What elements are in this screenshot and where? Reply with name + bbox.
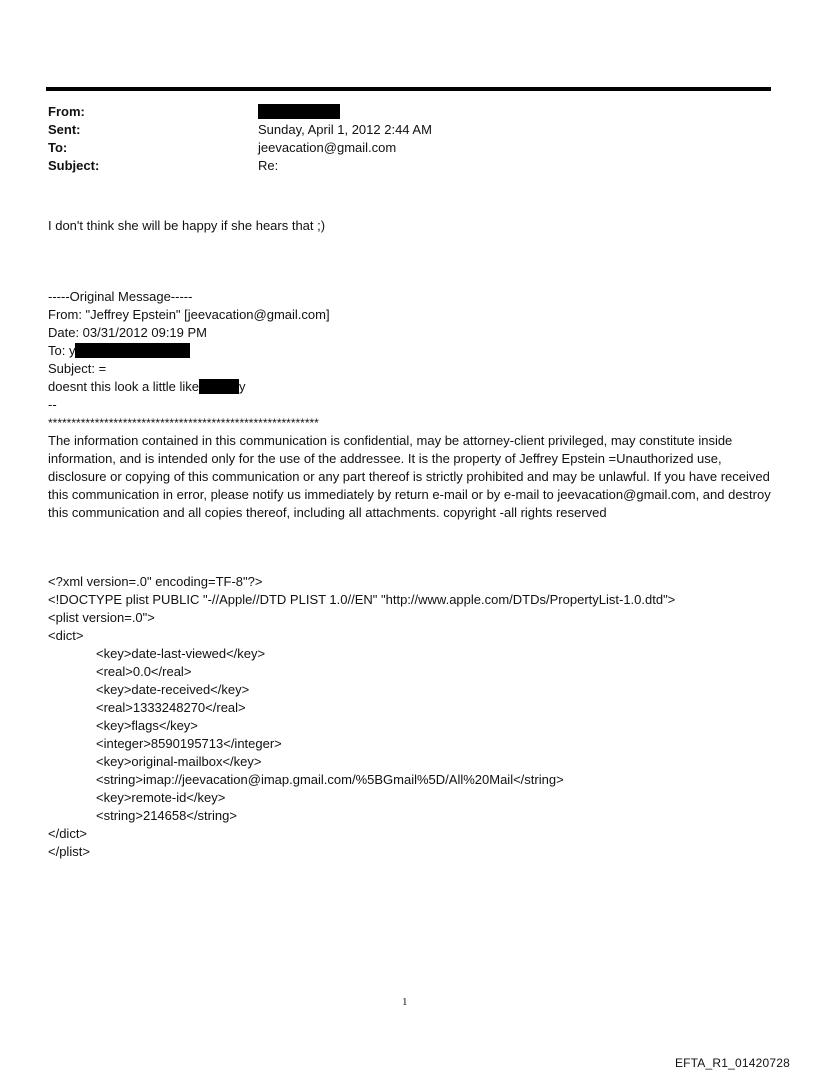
plist-entry: <integer>8590195713</integer> bbox=[96, 736, 282, 751]
original-to-text: To: y bbox=[48, 343, 76, 358]
sent-value: Sunday, April 1, 2012 2:44 AM bbox=[258, 122, 432, 137]
confidentiality-disclaimer: The information contained in this communication is confidential, may be attorney-client privileged, may constitute inside information, and is intended only for the use of the addressee. It is the property of Jeffrey Epstein =Unauthorized use, disclosure or copying of this communication or any part thereof is strictly prohibited and may be unlawful. If you have received this communication in error, please notify us immediately by return e-mail or by e-mail to jeevacation@gmail.com, and destroy this communication and all copies thereof, including all attachments. copyright -all rights reserved bbox=[48, 433, 771, 520]
original-body bbox=[48, 378, 773, 396]
xml-declaration: <?xml version=.0" encoding=TF-8"?> bbox=[48, 574, 263, 589]
redaction-box bbox=[258, 104, 340, 119]
document-id: EFTA_R1_01420728 bbox=[674, 1056, 790, 1070]
plist-block bbox=[48, 573, 675, 861]
header-divider bbox=[46, 87, 771, 91]
sent-label: Sent: bbox=[48, 122, 81, 137]
plist-entry: <string>214658</string> bbox=[96, 808, 237, 823]
plist-doctype: <!DOCTYPE plist PUBLIC "-//Apple//DTD PLIST 1.0//EN" "http://www.apple.com/DTDs/PropertyList-1.0.dtd"> bbox=[48, 592, 676, 607]
header-row-subject bbox=[48, 157, 432, 175]
plist-entry: <string>imap://jeevacation@imap.gmail.com/%5BGmail%5D/All%20Mail</string> bbox=[96, 772, 564, 787]
original-date: Date: 03/31/2012 09:19 PM bbox=[48, 325, 208, 340]
original-body-text: doesnt this look a little like bbox=[48, 379, 200, 394]
plist-entry: <key>remote-id</key> bbox=[96, 790, 226, 805]
header-row-to bbox=[48, 139, 432, 157]
to-label: To: bbox=[48, 140, 68, 155]
header-row-from bbox=[48, 103, 432, 121]
original-to bbox=[48, 342, 773, 360]
from-label: From: bbox=[48, 104, 85, 119]
header-row-sent bbox=[48, 121, 432, 139]
to-value: jeevacation@gmail.com bbox=[258, 140, 397, 155]
signature-dashes: -- bbox=[48, 397, 57, 412]
plist-entry: <key>date-received</key> bbox=[96, 682, 250, 697]
reply-body: I don't think she will be happy if she hears that ;) bbox=[48, 218, 326, 233]
original-message-marker: -----Original Message----- bbox=[48, 289, 193, 304]
from-value bbox=[258, 103, 340, 121]
plist-entry: <key>original-mailbox</key> bbox=[96, 754, 262, 769]
plist-entry: <key>date-last-viewed</key> bbox=[96, 646, 266, 661]
plist-entry: <real>1333248270</real> bbox=[96, 700, 246, 715]
original-from: From: "Jeffrey Epstein" [jeevacation@gmail.com] bbox=[48, 307, 330, 322]
original-subject: Subject: = bbox=[48, 361, 107, 376]
original-body-suffix: y bbox=[239, 379, 246, 394]
redaction-box bbox=[75, 343, 190, 358]
dict-close-tag: </dict> bbox=[48, 826, 88, 841]
redaction-box bbox=[199, 379, 239, 394]
plist-entry: <real>0.0</real> bbox=[96, 664, 192, 679]
email-header bbox=[48, 103, 432, 175]
dict-open-tag: <dict> bbox=[48, 628, 84, 643]
subject-label: Subject: bbox=[48, 158, 100, 173]
original-message bbox=[48, 288, 773, 522]
subject-value: Re: bbox=[258, 158, 279, 173]
asterisk-separator: ********************************************************** bbox=[48, 416, 319, 430]
page-number: 1 bbox=[402, 996, 408, 1008]
plist-close-tag: </plist> bbox=[48, 844, 90, 859]
plist-entry: <key>flags</key> bbox=[96, 718, 198, 733]
plist-open-tag: <plist version=.0"> bbox=[48, 610, 155, 625]
